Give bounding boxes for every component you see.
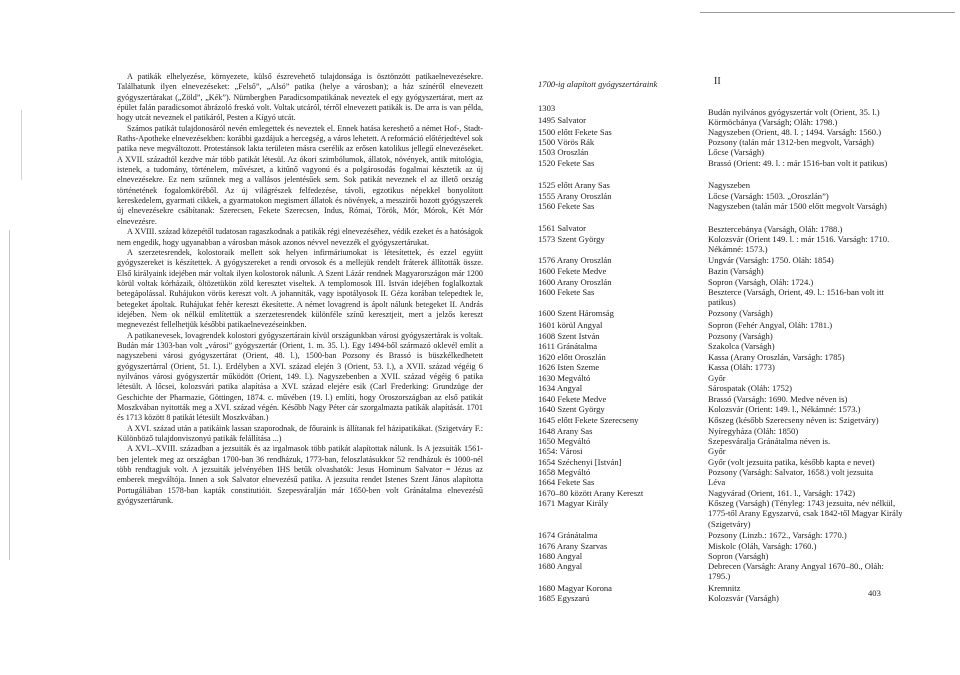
founding-row — [538, 201, 594, 211]
pharmacy-name: Arany Oroszlán — [555, 255, 612, 265]
founding-row — [538, 103, 555, 113]
paragraph: A szerzetesrendek, kolostoraik mellett sok helyen infirmáriumokat is létesítettek, és ezzel együtt gyógyszereket is készítettek. A gyógyszereket a rendi orvosok és a mellejük rendelt fráterek állították össze. Első királyaink idejében már voltak ilyen kolostorok nálunk. A Szent Lázár rendnek Magyarországon már 1200 körül voltak kórházaik, öltözetükön zöld keresztet viseltek. A templomosok III. István idejében foglalkoztak betegápolással. Ruhájukon vörös kereszt volt. A johanniták, vagy ispotályosok II. Géza korában telepedtek le, betegeket ápoltak. Ruhájukat fehér kereszt ékesítette. A német lovagrend is ápolt nálunk betegeket II. András idejében. Nem ok nélkül említettük a szerzetesrendek különféle színű keresztjeit, mert a jelzős kereszt megnevezést fellelhetjük későbbi patikaelnevezéseinkben. — [117, 247, 483, 330]
pharmacy-name: Salvator — [555, 115, 586, 125]
founding-row — [538, 266, 606, 276]
founding-year: 1573 — [538, 234, 556, 244]
pharmacy-name: Fekete Sas — [555, 477, 595, 487]
founding-row — [538, 404, 605, 414]
founding-row — [538, 383, 582, 393]
pharmacy-name: Salvator — [555, 223, 586, 233]
founding-year: 1676 — [538, 541, 556, 551]
founding-row — [538, 320, 602, 330]
founding-row — [538, 115, 586, 125]
pharmacy-name: Fekete Medve — [555, 266, 607, 276]
founding-row — [538, 308, 614, 318]
founding-year: 1648 — [538, 426, 556, 436]
pharmacy-name: Széchenyi [István] — [555, 457, 622, 467]
location-entry: Sopron (Varságh, Oláh: 1724.) — [708, 277, 814, 287]
pharmacy-name: Megváltó — [555, 373, 591, 383]
location-entry: Pozsony (Varságh: Salvator, 1658.) volt jezsuita — [708, 467, 874, 477]
founding-year: 1303 — [538, 103, 556, 113]
pharmacy-name: Angyal — [555, 561, 583, 571]
location-entry: Szepesváralja Gránátalma néven is. — [708, 436, 831, 446]
table-heading: 1700-ig alapított gyógyszertáraink — [538, 79, 658, 89]
founding-year: 1680 — [538, 583, 556, 593]
founding-row — [538, 362, 599, 372]
pharmacy-name: Szent György — [555, 234, 605, 244]
founding-row — [538, 180, 610, 190]
founding-year: 1670–80 — [538, 488, 569, 498]
location-entry: Kassa (Arany Oroszlán, Varságh: 1785) — [708, 352, 845, 362]
founding-year: 1664 — [538, 477, 556, 487]
location-entry: Brassó (Varságh: 1690. Medve néven is) — [708, 394, 848, 404]
pharmacy-name: Isten Szeme — [555, 362, 600, 372]
location-entry: Beszterce (Varságh, Orient, 49. l.: 1516-ban volt itt patikus) — [708, 287, 884, 308]
location-entry: Miskolc (Oláh, Varságh: 1760.) — [708, 541, 817, 551]
pharmacy-name: Szent Háromság — [555, 308, 614, 318]
paragraph: A patikák elhelyezése, környezete, külső észrevehető tulajdonsága is ösztönzött patikaelnevezésekre. Találhatunk ilyen elnevezéseket: „Felső”, „Alsó” patika (helye a városban); a ház színéről elnevezett gyógyszertárakat („Zöld”, „Kék”). Nürnbergben Paradicsompatikának neveztek el egy gyógyszertárat, mert az épület falán paradicsomot ábrázoló freskó volt. Voltak utcáról, térről elnevezett patikák is. De arra is van példa, hogy utcát neveznek el patikáról, Pesten a Kígyó utcát. — [117, 72, 483, 123]
founding-year: 1520 — [538, 158, 556, 168]
paragraph: A patikanevesek, lovagrendek kolostori gyógyszertárain kívül országunkban városi gyógyszertárak is voltak. Budán már 1303-ban volt „városi” gyógyszertár (Orient, 1. m. 35. l.). Egy 1494-ből származó oklevél említ a nagyszebeni városi gyógyszertárat (Orient, 48. l.), 1500-ban Pozsony és Brassó is büszkélkedhetett gyógyszertárral (Orient, 51. l.). Erdélyben a XVI. század elején 3 (Orient, 53. l.), a XVII. század végéig 6 nyilvános városi gyógyszertár működött (Orient, 149. l.). Nagyszebenben a XVII. század végéig 6 patika létesült. A lőcsei, kolozsvári patika alapítása a XVI. század elejére esik (Carl Frederking: Grundzüge der Geschichte der Pharmazie, Göttingen, 1874. c. művében (19. l.) említi, hogy Oroszországban az első patikát Moszkvában nyitották meg a XVI. század végén. Később Nagy Péter cár szorgalmazta patikák alapítását. 1701 és 1713 között 8 patikát létesült Moszkvában.) — [117, 330, 483, 423]
founding-year: 1654: — [538, 446, 558, 456]
founding-year: 1500 előtt — [538, 127, 573, 137]
location-entry: Győr (volt jezsuita patika, később kapta e nevet) — [708, 457, 875, 467]
location-entry: Ungvár (Varságh: 1750. Oláh: 1854) — [708, 255, 834, 265]
pharmacy-name: előtt Fekete Szerecseny — [555, 415, 639, 425]
pharmacy-name: Fekete Sas — [555, 158, 595, 168]
founding-row — [538, 341, 597, 351]
pharmacy-name: körül Angyal — [555, 320, 603, 330]
pharmacy-name: Gránátalma — [555, 530, 598, 540]
pharmacy-name: Angyal — [555, 383, 583, 393]
paragraph: A XVIII. század közepétől tudatosan ragaszkodnak a patikák régi elnevezéséhez, védik ezeket és a hatóságok nem engedik, hogy ugyanabban a városban mások azonos névvel nevezzék el gyógyszertárukat. — [117, 227, 483, 247]
founding-row — [538, 488, 643, 498]
founding-row — [538, 530, 597, 540]
location-entry: Lőcse (Varságh) — [708, 147, 765, 157]
pharmacy-name: Szent István — [555, 331, 600, 341]
founding-year: 1685 — [538, 593, 556, 603]
founding-row — [538, 457, 622, 467]
founding-year: 1608 — [538, 331, 556, 341]
pharmacy-name: Vörös Rák — [555, 137, 595, 147]
founding-year: 1495 — [538, 115, 556, 125]
location-entry: Körmöcbánya (Varságh; Oláh: 1798.) — [708, 117, 838, 127]
pharmacy-name: Fekete Sas — [555, 287, 595, 297]
founding-row — [538, 158, 594, 168]
founding-row — [538, 373, 590, 383]
pharmacy-name: Gránátalma — [554, 341, 598, 351]
location-entry: Kőszeg (később Szerecseny néven is: Szigetváry) — [708, 415, 879, 425]
pharmacy-name: Megváltó — [555, 436, 591, 446]
founding-year: 1674 — [538, 530, 556, 540]
founding-row — [538, 137, 594, 147]
location-entry: Nagyszeben — [708, 180, 750, 190]
founding-row — [538, 593, 589, 603]
founding-year: 1640 — [538, 404, 556, 414]
founding-row — [538, 331, 600, 341]
founding-row — [538, 498, 608, 508]
founding-row — [538, 223, 586, 233]
founding-row — [538, 436, 590, 446]
location-entry: Sopron (Varságh) — [708, 551, 769, 561]
founding-year: 1680 — [538, 561, 556, 571]
paragraph: Számos patikát tulajdonosáról nevén emlegettek és neveztek el. Ennek hatása kereshető a német Hof-, Stadt- Raths-Apotheke elnevezésekben: korábbi gazdájuk a hercegség, a város lehetett. A reformáció előtérjedtével sok patika neve megváltozott. Protestánsok lakta területen másra cserélik az erősen katolikus jellegű elnevezéseket. A XVII. századtól kezdve már több patikát létesül. Az ókori szimbólumok, állatok, növények, antik mitológia, istenek, a tudomány, történelem, művészet, a kitűnő vagyonú és a polgárosodás fogalmai késztetik az új elnevezésekre. Ez nem szűnnek meg a vallásos jelentésűek sem. Sok patikát neveznek el az illető ország történetének fogalomköréből. Az új világrészek felfedezése, távoli, egzotikus népekkel bonyolított kereskedelem, gyarmati cikkek, a gyarmatokon megismert állatok és növények, a messzirői hozott gyógyszerek új elnevezésekre csábítanak: Szerecsen, Fekete Szerecsen, Indus, Római, Török, Mór, Mórok, Két Mór elnevezésre. — [117, 123, 483, 226]
location-entry: Debrecen (Varságh: Arany Angyal 1670–80., Oláh: 1795.) — [708, 561, 884, 582]
location-entry: Kolozsvár (Orient: 149. l., Nékámné: 1573.) — [708, 404, 861, 414]
founding-row — [538, 446, 582, 456]
pharmacy-name: Egyszarú — [555, 593, 590, 603]
pharmacy-name: Fekete Sas — [555, 201, 595, 211]
founding-row — [538, 352, 606, 362]
paragraph: A XVI. század után a patikáink lassan szaporodnak, de főuraink is állítanak fel házipatikákat. (Szigetváry F.: Különböző tulajdonviszonyú patikák felállítása ...) — [117, 423, 483, 444]
founding-year: 1611 — [538, 341, 555, 351]
founding-row — [538, 127, 612, 137]
pharmacy-name: Arany Sas — [572, 180, 610, 190]
founding-year: 1561 — [538, 223, 556, 233]
founding-year: 1640 — [538, 394, 556, 404]
founding-year: 1600 — [538, 266, 556, 276]
location-entry: Brassó (Orient: 49. l. : már 1516-ban volt it patikus) — [708, 158, 888, 168]
location-entry: Kremnitz — [708, 583, 741, 593]
pharmacy-name: Fekete Medve — [555, 394, 607, 404]
founding-year: 1634 — [538, 383, 556, 393]
founding-year: 1626 — [538, 362, 556, 372]
founding-year: 1601 — [538, 320, 556, 330]
location-entry: Kolozsvár (Orient 149. l. : már 1516. Varságh: 1710. Nékámné: 1573.) — [708, 234, 890, 255]
founding-year: 1630 — [538, 373, 556, 383]
founding-row — [538, 147, 588, 157]
founding-year: 1500 — [538, 137, 556, 147]
founding-row — [538, 426, 592, 436]
location-entry: Kőszeg (Varságh) (Tényleg: 1743 jezsuita, név nélkül, 1775-től Arany Egyszarvú, csak 1842-től Magyar Király (Szigetváry) — [708, 498, 903, 529]
pharmacy-name: Magyar Korona — [555, 583, 612, 593]
pharmacy-name: Megváltó — [555, 467, 591, 477]
founding-year: 1650 — [538, 436, 556, 446]
location-entry: Sárospatak (Oláh: 1752) — [708, 383, 793, 393]
founding-year: 1620 — [538, 352, 556, 362]
page-number: 403 — [868, 588, 881, 598]
location-entry: Pozsony (Linzb.: 1672., Varságh: 1770.) — [708, 530, 847, 540]
pharmacy-name: előtt Oroszlán — [555, 352, 606, 362]
location-entry: Győr — [708, 373, 726, 383]
founding-year: 1600 — [538, 287, 556, 297]
pharmacy-name: Arany Oroszlán — [555, 191, 612, 201]
scan-fold-line-small — [21, 110, 22, 180]
location-entry: Győr — [708, 446, 726, 456]
scan-edge-line — [700, 12, 955, 13]
founding-row — [538, 415, 638, 425]
location-entry: Kassa (Oláh: 1773) — [708, 362, 775, 372]
founding-row — [538, 255, 612, 265]
pharmacy-name: között Arany Kereszt — [568, 488, 644, 498]
founding-year: 1576 — [538, 255, 556, 265]
founding-row — [538, 541, 607, 551]
pharmacy-name: Magyar Király — [555, 498, 609, 508]
pharmacy-name: Arany Szarvas — [555, 541, 608, 551]
location-entry: Kolozsvár (Varságh) — [708, 593, 779, 603]
scan-fold-line — [9, 230, 10, 560]
pharmacy-name: Arany Sas — [555, 426, 593, 436]
pharmacy-name: Fekete Sas — [572, 127, 612, 137]
founding-year: 1654 — [538, 457, 556, 467]
founding-row — [538, 287, 594, 297]
location-entry: Nagyvárad (Orient, 161. l., Varságh: 1742) — [708, 488, 856, 498]
location-entry: Pozsony (Varságh) — [708, 331, 773, 341]
founding-year: 1503 — [538, 147, 556, 157]
founding-year: 1525 előtt — [538, 180, 573, 190]
founding-year: 1645 — [538, 415, 556, 425]
founding-row — [538, 477, 594, 487]
founding-row — [538, 191, 612, 201]
founding-row — [538, 583, 612, 593]
table-number: II — [714, 76, 721, 87]
founding-year: 1680 — [538, 551, 556, 561]
founding-row — [538, 277, 612, 287]
location-entry: Nagyszeben (talán már 1500 előtt megvolt Varságh) — [708, 201, 887, 211]
location-entry: Nagyszeben (Orient, 48. l. ; 1494. Varságh: 1560.) — [708, 127, 882, 137]
founding-row — [538, 467, 590, 477]
founding-year: 1658 — [538, 467, 556, 477]
location-entry: Budán nyilvános gyógyszertár volt (Orient, 35. l.) — [708, 107, 880, 117]
founding-row — [538, 234, 605, 244]
location-entry: Léva — [708, 477, 726, 487]
location-entry: Szakolca (Varságh) — [708, 341, 775, 351]
paragraph: A XVI.–XVIII. században a jezsuiták és az irgalmasok több patikát alapítottak nálunk. Is A jezsuiták 1561-ben jelentek meg az országban 1700-ban 36 rendházuk, 1773-ban, feloszlatásukkor 52 rendházuk és 1000-nél több rendtagjuk volt. A jezsuiták jelvényében IHS betűk olvashatók: Jesus Hominum Salvator = Jézus az emberek megváltója. Innen a sok Salvator elnevezésű patika. A jezsuita rendet Istenes Szent János alapította Portugáliában 1578-ban kapták constitutióit. Szepesváralján már 1650-ben volt Gránátalma elnevezésű gyógyszertárunk. — [117, 444, 483, 506]
founding-year: 1555 — [538, 191, 556, 201]
founding-row — [538, 551, 582, 561]
location-entry: Bazin (Varságh) — [708, 266, 764, 276]
founding-year: 1671 — [538, 498, 556, 508]
pharmacy-name: Angyal — [555, 551, 583, 561]
body-text-column — [117, 72, 483, 506]
pharmacy-name: Oroszlán — [555, 147, 589, 157]
founding-year: 1600 — [538, 308, 556, 318]
location-entry: Lőcse (Varságh: 1503. „Oroszlán”) — [708, 191, 829, 201]
location-entry: Pozsony (Varságh) — [708, 308, 773, 318]
location-entry: Besztercebánya (Varságh, Oláh: 1788.) — [708, 224, 843, 234]
pharmacy-name: Szent György — [555, 404, 605, 414]
location-entry: Sopron (Fehér Angyal, Oláh: 1781.) — [708, 320, 833, 330]
pharmacy-name: Városi — [557, 446, 583, 456]
pharmacy-name: Arany Oroszlán — [555, 277, 612, 287]
location-entry: Pozsony (talán már 1312-ben megvolt, Varságh) — [708, 137, 874, 147]
founding-year: 1600 — [538, 277, 556, 287]
location-entry: Nyíregyháza (Oláh: 1850) — [708, 426, 799, 436]
founding-row — [538, 561, 582, 571]
founding-year: 1560 — [538, 201, 556, 211]
founding-row — [538, 394, 606, 404]
